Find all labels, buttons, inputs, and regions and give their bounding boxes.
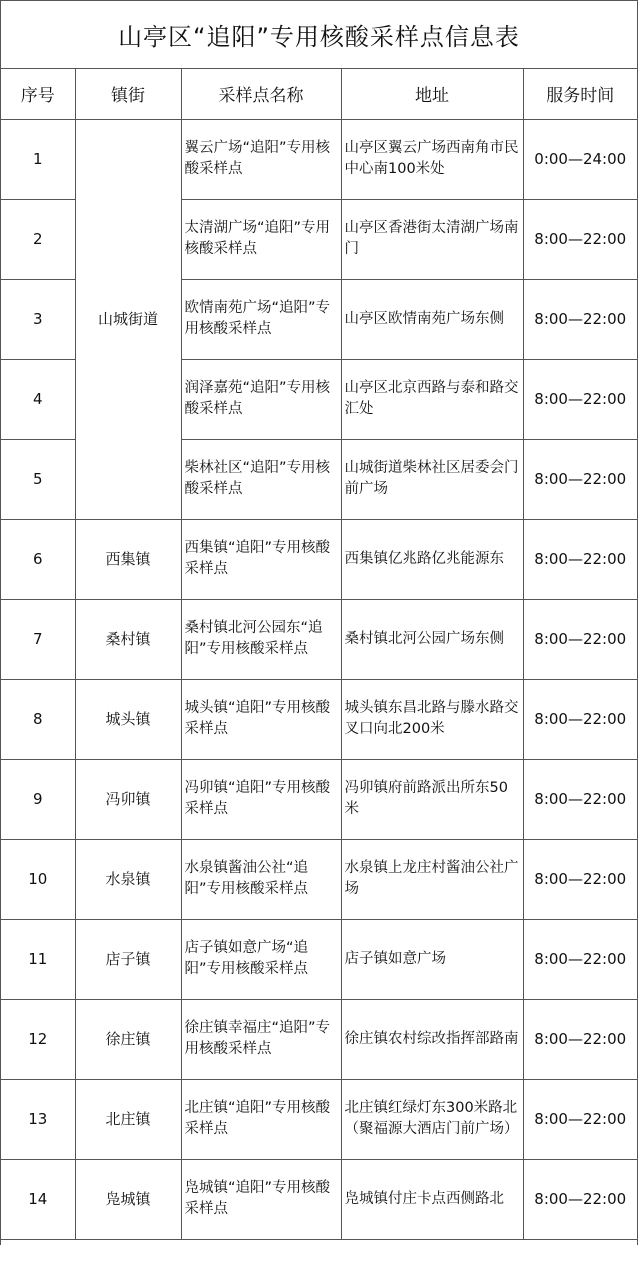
row-street: 桑村镇 (75, 599, 181, 679)
row-index: 6 (1, 519, 75, 599)
row-address: 西集镇亿兆路亿兆能源东 (341, 519, 523, 599)
row-address: 山亭区翼云广场西南角市民中心南100米处 (341, 119, 523, 199)
table-row (1, 119, 637, 199)
table-row (1, 599, 637, 679)
row-address: 冯卯镇府前路派出所东50米 (341, 759, 523, 839)
row-index: 5 (1, 439, 75, 519)
row-address: 山亭区香港街太清湖广场南门 (341, 199, 523, 279)
row-address: 城头镇东昌北路与滕水路交叉口向北200米 (341, 679, 523, 759)
row-site-name: 城头镇“追阳”专用核酸采样点 (181, 679, 341, 759)
row-site-name: 店子镇如意广场“追阳”专用核酸采样点 (181, 919, 341, 999)
table-row (1, 519, 637, 599)
table-row (1, 759, 637, 839)
row-site-name: 西集镇“追阳”专用核酸采样点 (181, 519, 341, 599)
table-row (1, 999, 637, 1079)
row-address: 山亭区北京西路与泰和路交汇处 (341, 359, 523, 439)
row-index: 8 (1, 679, 75, 759)
row-site-name: 冯卯镇“追阳”专用核酸采样点 (181, 759, 341, 839)
row-address: 水泉镇上龙庄村酱油公社广场 (341, 839, 523, 919)
row-index: 3 (1, 279, 75, 359)
row-site-name: 欧情南苑广场“追阳”专用核酸采样点 (181, 279, 341, 359)
row-site-name: 翼云广场“追阳”专用核酸采样点 (181, 119, 341, 199)
row-street: 冯卯镇 (75, 759, 181, 839)
header-address: 地址 (341, 69, 523, 119)
row-street: 山城街道 (75, 119, 181, 519)
table-row (1, 679, 637, 759)
row-address: 店子镇如意广场 (341, 919, 523, 999)
row-address: 徐庄镇农村综改指挥部路南 (341, 999, 523, 1079)
row-hours: 8:00—22:00 (523, 919, 637, 999)
row-site-name: 太清湖广场“追阳”专用核酸采样点 (181, 199, 341, 279)
header-hours: 服务时间 (523, 69, 637, 119)
table-header-row (1, 69, 637, 119)
row-index: 12 (1, 999, 75, 1079)
row-index: 2 (1, 199, 75, 279)
header-site-name: 采样点名称 (181, 69, 341, 119)
row-hours: 8:00—22:00 (523, 519, 637, 599)
page-title: 山亭区“追阳”专用核酸采样点信息表 (1, 1, 637, 69)
row-site-name: 徐庄镇幸福庄“追阳”专用核酸采样点 (181, 999, 341, 1079)
row-index: 14 (1, 1159, 75, 1239)
row-street: 北庄镇 (75, 1079, 181, 1159)
row-street: 店子镇 (75, 919, 181, 999)
row-address: 山城街道柴林社区居委会门前广场 (341, 439, 523, 519)
sampling-sites-table (1, 69, 637, 1240)
table-row (1, 919, 637, 999)
row-address: 凫城镇付庄卡点西侧路北 (341, 1159, 523, 1239)
row-index: 11 (1, 919, 75, 999)
row-address: 山亭区欧情南苑广场东侧 (341, 279, 523, 359)
row-hours: 8:00—22:00 (523, 679, 637, 759)
row-street: 城头镇 (75, 679, 181, 759)
table-row (1, 1079, 637, 1159)
row-hours: 8:00—22:00 (523, 999, 637, 1079)
row-hours: 8:00—22:00 (523, 439, 637, 519)
row-hours: 8:00—22:00 (523, 279, 637, 359)
row-street: 西集镇 (75, 519, 181, 599)
row-index: 4 (1, 359, 75, 439)
row-street: 凫城镇 (75, 1159, 181, 1239)
row-hours: 8:00—22:00 (523, 359, 637, 439)
row-site-name: 润泽嘉苑“追阳”专用核酸采样点 (181, 359, 341, 439)
row-site-name: 北庄镇“追阳”专用核酸采样点 (181, 1079, 341, 1159)
row-hours: 0:00—24:00 (523, 119, 637, 199)
table-row (1, 839, 637, 919)
row-index: 9 (1, 759, 75, 839)
row-site-name: 凫城镇“追阳”专用核酸采样点 (181, 1159, 341, 1239)
row-hours: 8:00—22:00 (523, 1079, 637, 1159)
header-street: 镇街 (75, 69, 181, 119)
row-street: 水泉镇 (75, 839, 181, 919)
row-index: 10 (1, 839, 75, 919)
row-site-name: 水泉镇酱油公社“追阳”专用核酸采样点 (181, 839, 341, 919)
row-street: 徐庄镇 (75, 999, 181, 1079)
row-hours: 8:00—22:00 (523, 1159, 637, 1239)
row-index: 13 (1, 1079, 75, 1159)
table-bottom-margin (1, 1240, 637, 1278)
header-index: 序号 (1, 69, 75, 119)
row-site-name: 柴林社区“追阳”专用核酸采样点 (181, 439, 341, 519)
row-index: 7 (1, 599, 75, 679)
row-address: 北庄镇红绿灯东300米路北（聚福源大酒店门前广场） (341, 1079, 523, 1159)
table-row (1, 1159, 637, 1239)
row-address: 桑村镇北河公园广场东侧 (341, 599, 523, 679)
row-hours: 8:00—22:00 (523, 759, 637, 839)
row-hours: 8:00—22:00 (523, 199, 637, 279)
row-index: 1 (1, 119, 75, 199)
row-hours: 8:00—22:00 (523, 599, 637, 679)
row-site-name: 桑村镇北河公园东“追阳”专用核酸采样点 (181, 599, 341, 679)
row-hours: 8:00—22:00 (523, 839, 637, 919)
